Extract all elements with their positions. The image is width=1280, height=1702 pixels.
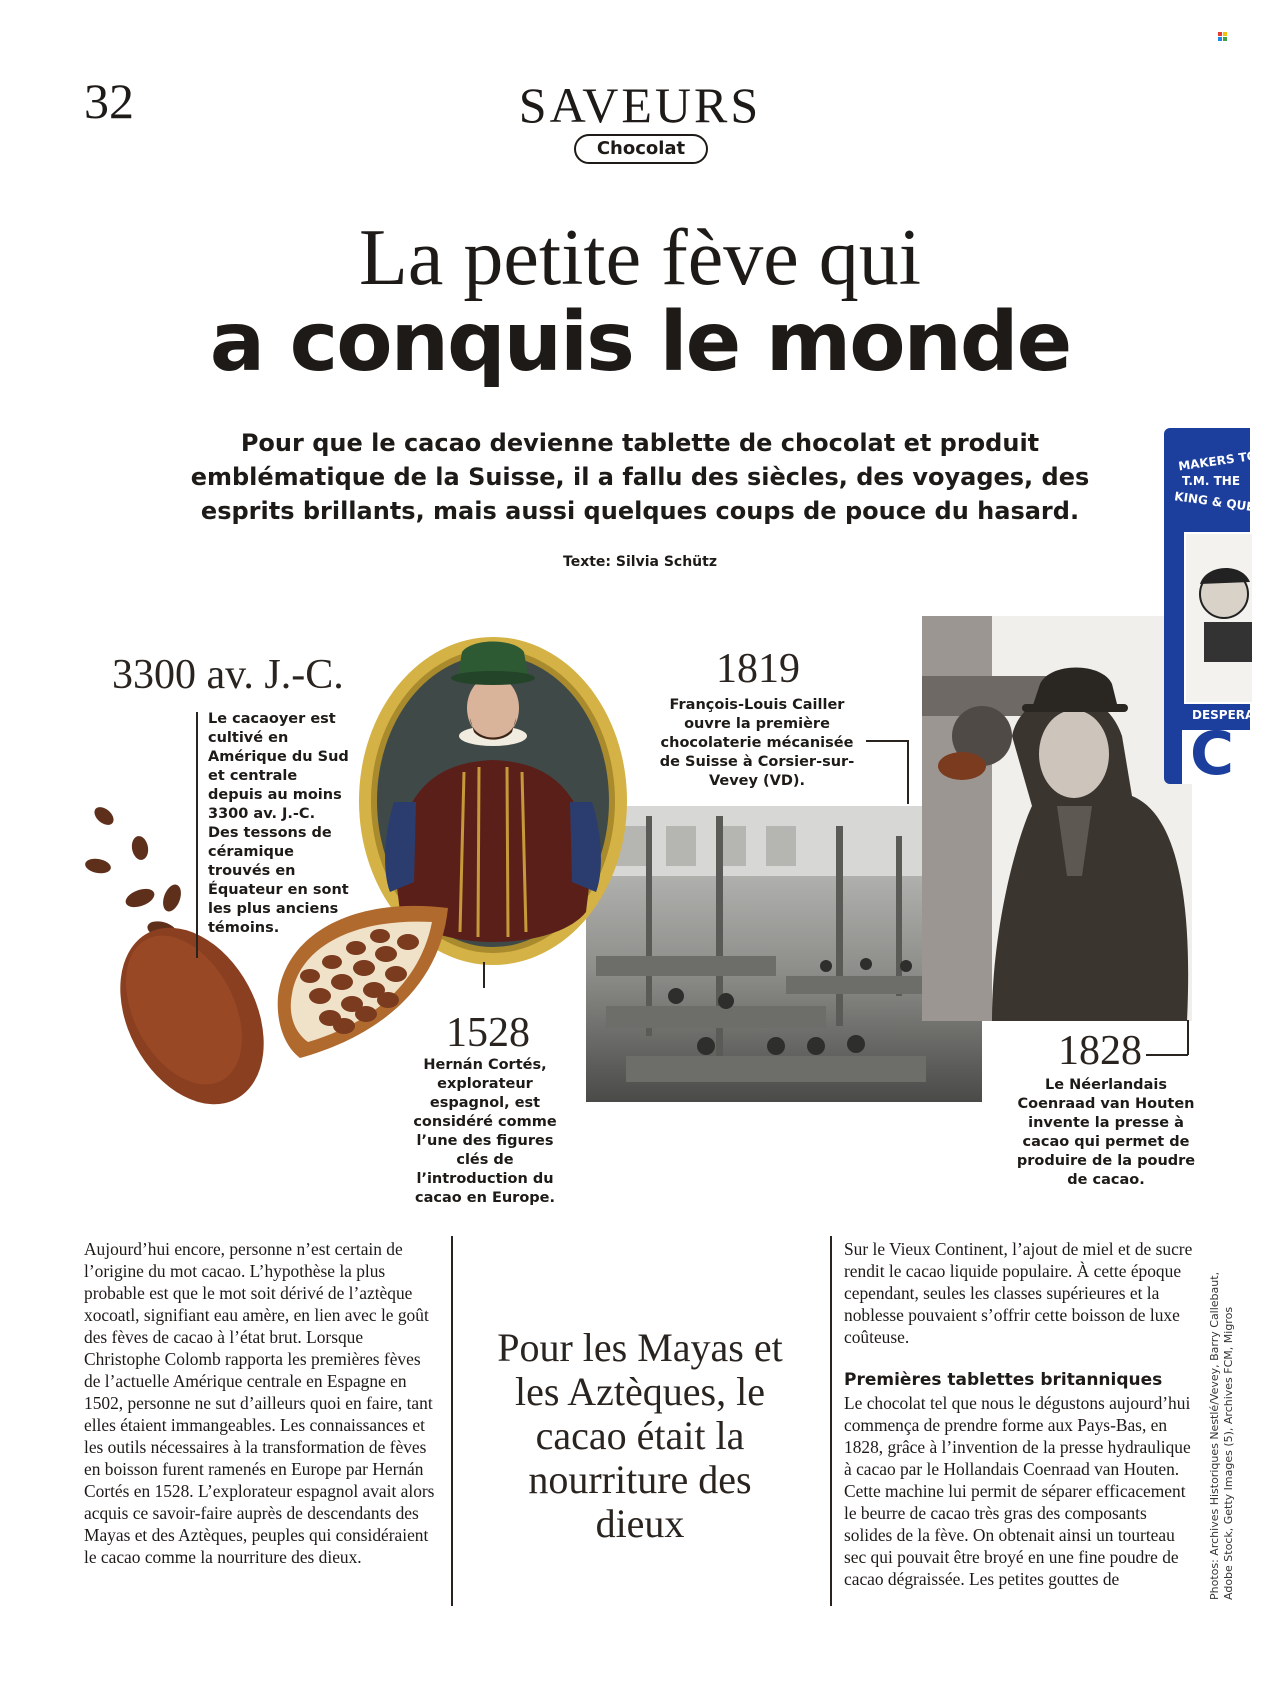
timeline-year-1528: 1528 bbox=[446, 1010, 530, 1056]
headline-line-2: a conquis le monde bbox=[209, 295, 1071, 390]
sign-line-4: DESPERA bbox=[1192, 708, 1255, 722]
section-tag: Chocolat bbox=[574, 134, 708, 164]
van-houten-photo bbox=[922, 616, 1192, 1021]
timeline-connector-1828-h bbox=[1146, 1054, 1188, 1056]
sign-letter-panel bbox=[1182, 719, 1250, 789]
timeline-caption-1528: Hernán Cortés, explorateur espagnol, est considéré comme l’une des figures clés de l’introduction du cacao en Europe. bbox=[413, 1057, 557, 1206]
timeline-caption-1819: François-Louis Cailler ouvre la première chocolaterie mécanisée de Suisse à Corsier-sur-Vevey (VD). bbox=[659, 697, 855, 789]
pull-quote: Pour les Mayas et les Aztèques, le cacao était la nourriture des dieux bbox=[497, 1325, 783, 1546]
timeline-year-3300bc: 3300 av. J.-C. bbox=[112, 652, 344, 698]
page-number: 32 bbox=[84, 73, 134, 129]
body-column-3-intro: Sur le Vieux Continent, l’ajout de miel et de sucre rendit le cacao liquide populaire. À cette époque cependant, seules les classes supérieures et la noblesse pouvaient s’offrir cette boisson de luxe coûteuse. bbox=[844, 1239, 1193, 1347]
makers-sign bbox=[1164, 428, 1274, 789]
lead-paragraph: Pour que le cacao devienne tablette de chocolat et produit emblématique de la Suisse, il a fallu des siècles, des voyages, des esprits brillants, mais aussi quelques coups de pouce du hasard. bbox=[190, 429, 1090, 525]
column-divider-right bbox=[830, 1236, 832, 1606]
timeline-connector-3300bc bbox=[196, 712, 198, 958]
photo-credit: Photos: Archives Historiques Nestlé/Vevey, Barry Callebaut, Adobe Stock, Getty Images (5), Archives FCM, Migros bbox=[1208, 1271, 1235, 1600]
byline: Texte: Silvia Schütz bbox=[563, 554, 717, 570]
timeline-caption-3300bc: Le cacaoyer est cultivé en Amérique du Sud et centrale depuis au moins 3300 av. J.-C. Des tessons de céramique trouvés en Équateur en sont les plus anciens témoins. bbox=[208, 711, 349, 936]
corner-marker bbox=[1218, 32, 1228, 42]
timeline-connector-1819-v bbox=[907, 740, 909, 804]
column-divider-left bbox=[451, 1236, 453, 1606]
body-column-3: Le chocolat tel que nous le dégustons aujourd’hui commença de prendre forme aux Pays-Bas, en 1828, grâce à l’invention de la presse hydraulique à cacao par le Hollandais Coenraad van Houten. Cette machine lui permit de séparer efficacement le beurre de cacao très gras des composants solides de la fève. On obtenait ainsi un tourteau sec qui pouvait être broyé en une fine poudre de cacao dégraissée. Les petites gouttes de bbox=[844, 1393, 1191, 1589]
timeline-connector-1819-h bbox=[866, 740, 908, 742]
timeline-connector-1828-v bbox=[1187, 1020, 1189, 1055]
sign-portrait bbox=[1184, 532, 1254, 704]
timeline-caption-1828: Le Néerlandais Coenraad van Houten invente la presse à cacao qui permet de produire de la poudre de cacao. bbox=[1016, 1077, 1196, 1188]
timeline-connector-1528 bbox=[483, 962, 485, 988]
section-title: SAVEURS bbox=[518, 77, 762, 133]
timeline-year-1828: 1828 bbox=[1058, 1028, 1142, 1074]
body-subhead: Premières tablettes britanniques bbox=[844, 1370, 1163, 1390]
sign-letter: C bbox=[1190, 719, 1235, 789]
sign-line-1: MAKERS TO bbox=[1177, 448, 1258, 474]
body-column-1: Aujourd’hui encore, personne n’est certain de l’origine du mot cacao. L’hypothèse la plus probable est que le mot soit dérivé de l’aztèque xocoatl, signifiant eau amère, en lien avec le goût des fèves de cacao à l’état brut. Lorsque Christophe Colomb rapporta les premières fèves de l’actuelle Amérique centrale en Espagne en 1502, personne ne sut d’ailleurs quoi en faire, tant elles étaient immangeables. Les connaissances et les outils nécessaires à la transformation de fèves en boisson furent ramenés en Europe par Hernán Cortés en 1528. L’explorateur espagnol avait alors acquis ce savoir-faire auprès de descendants des Mayas et des Aztèques, peuples qui considéraient le cacao comme la nourriture des dieux. bbox=[84, 1239, 435, 1567]
sign-line-3: KING & QUEEN bbox=[1173, 489, 1274, 517]
sign-line-2: T.M. THE bbox=[1182, 474, 1241, 488]
headline-line-1: La petite fève qui bbox=[359, 214, 921, 302]
timeline-year-1819: 1819 bbox=[716, 646, 800, 692]
